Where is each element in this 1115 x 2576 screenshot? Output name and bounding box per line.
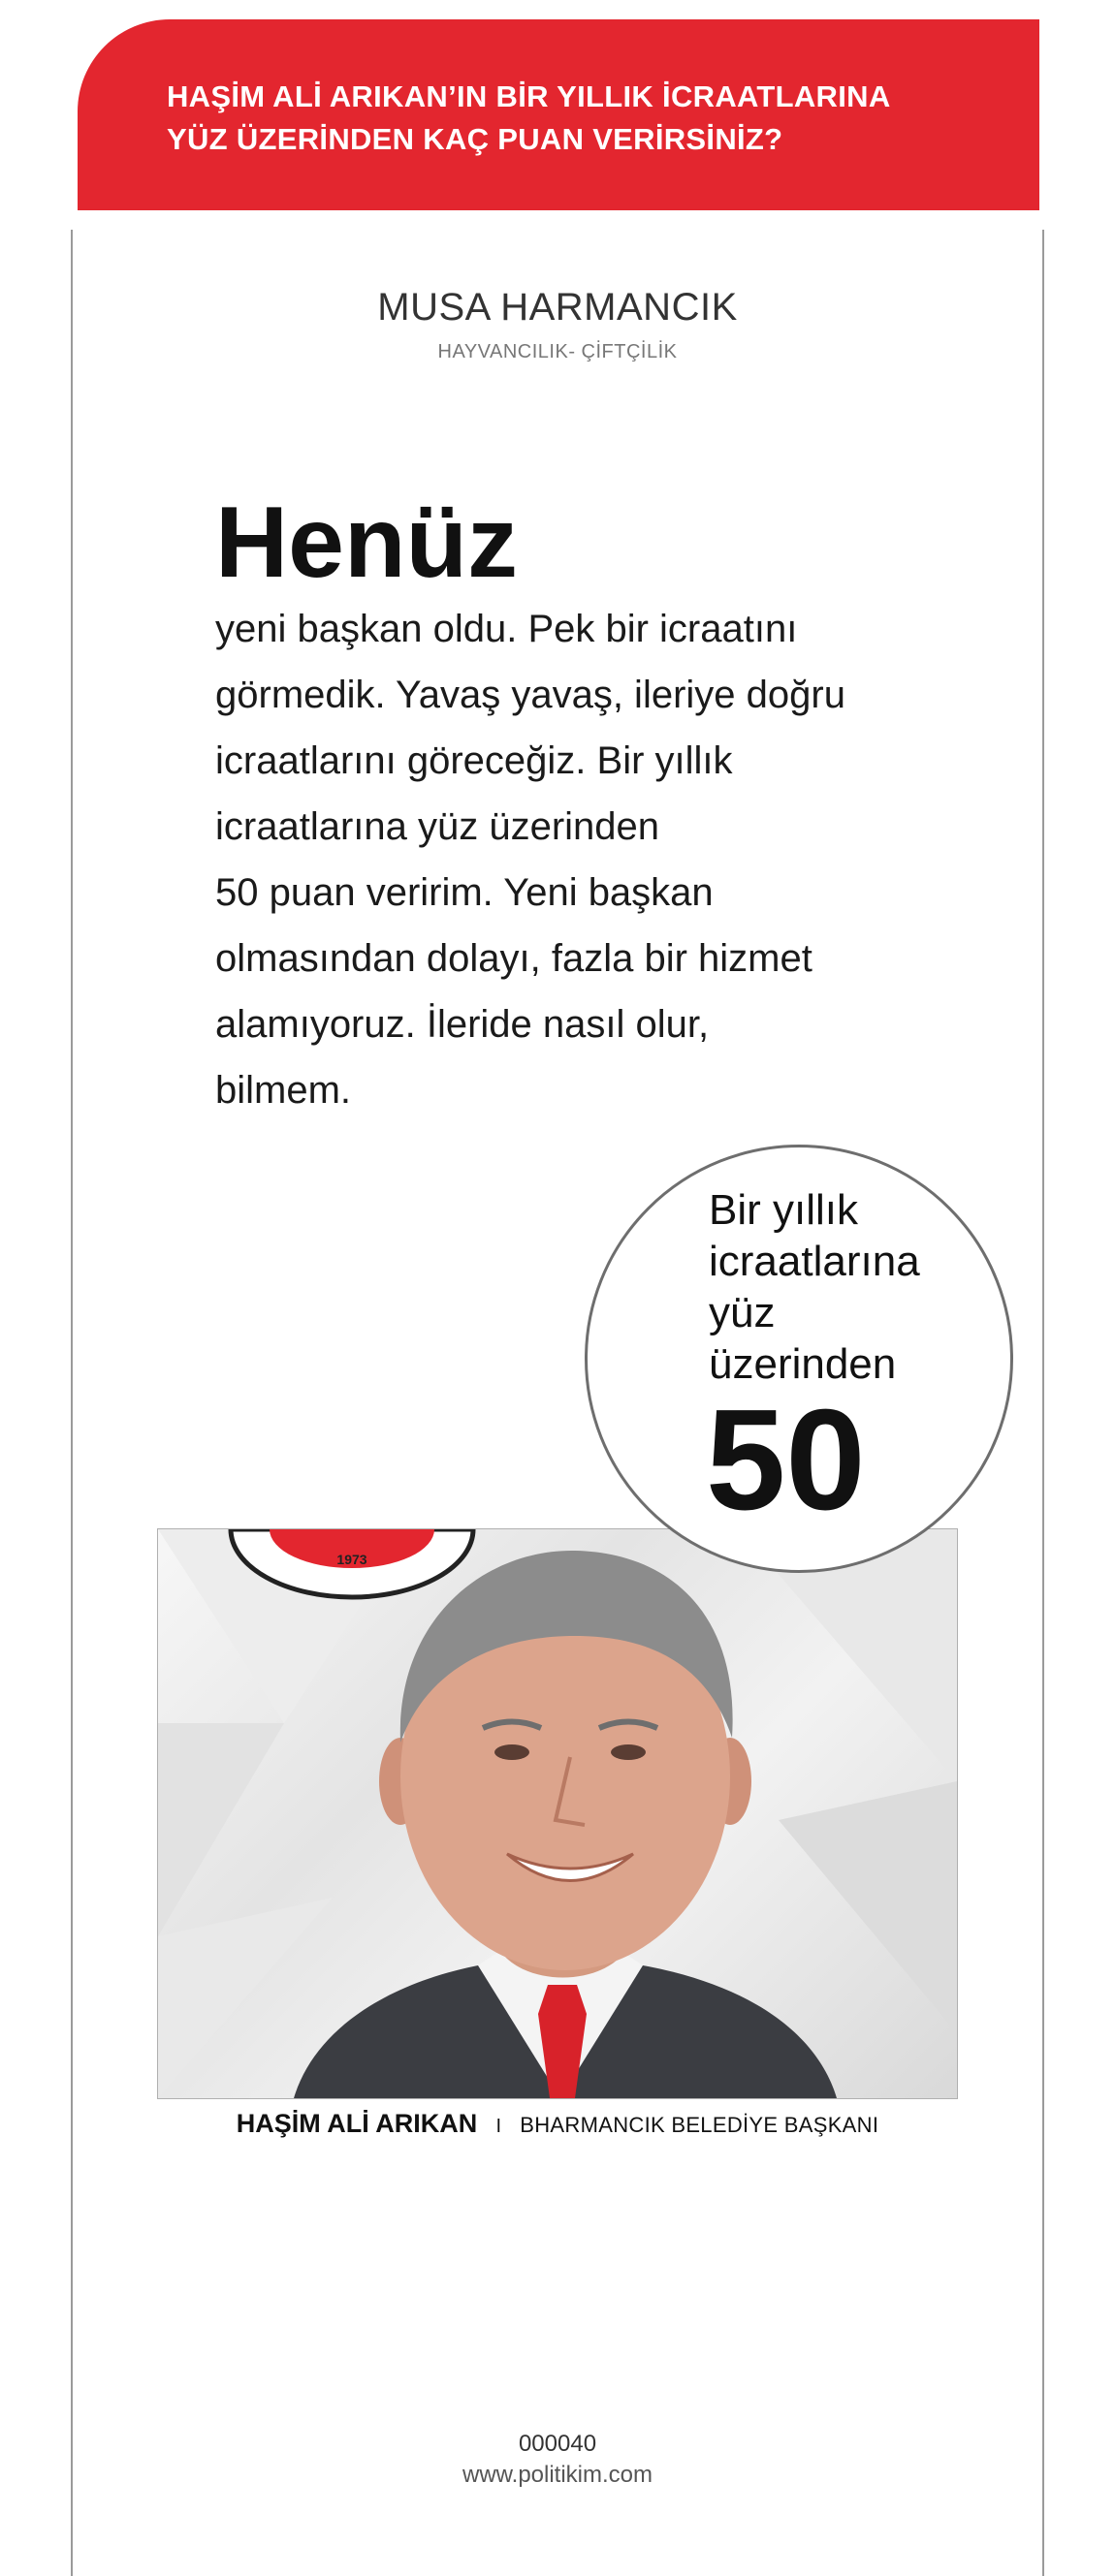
footer-url: www.politikim.com (462, 2462, 653, 2488)
photo-caption (73, 2109, 1042, 2139)
author-name: MUSA HARMANCIK (377, 286, 738, 329)
author-occupation: HAYVANCILIK- ÇİFTÇİLİK (437, 341, 678, 362)
quote-line: olmasından dolayı, fazla bir hizmet (215, 937, 812, 980)
banner-question-line-1: HAŞİM ALİ ARIKAN’IN BİR YILLIK İCRAATLARINA (167, 79, 891, 113)
logo-year: 1973 (336, 1552, 367, 1567)
mayor-portrait-photo (157, 1528, 958, 2099)
quote-line: 50 puan veririm. Yeni başkan (215, 871, 714, 914)
caption-separator: I (495, 2116, 502, 2137)
frame-right-border (1042, 230, 1044, 2576)
score-badge-line: üzerinden (709, 1340, 897, 1388)
quote-line: görmedik. Yavaş yavaş, ileriye doğru (215, 674, 845, 716)
score-badge-line: icraatlarına (709, 1238, 920, 1285)
frame-left-border (71, 230, 73, 2576)
banner-question-line-2: YÜZ ÜZERİNDEN KAÇ PUAN VERİRSİNİZ? (167, 122, 783, 156)
quote-line: alamıyoruz. İleride nasıl olur, (215, 1003, 710, 1046)
score-badge-line: yüz (709, 1289, 776, 1336)
footer-code: 000040 (518, 2431, 597, 2457)
header-banner (78, 19, 1039, 210)
quote-line: yeni başkan oldu. Pek bir icraatını (215, 608, 798, 650)
score-badge-label (709, 1184, 920, 1390)
quote-line: icraatlarına yüz üzerinden (215, 805, 660, 848)
quote-line: icraatlarını göreceğiz. Bir yıllık (215, 739, 733, 782)
score-badge (585, 1145, 1013, 1573)
caption-name: HAŞİM ALİ ARIKAN (236, 2109, 478, 2138)
portrait-illustration (158, 1529, 957, 2098)
caption-role: BHARMANCIK BELEDİYE BAŞKANI (520, 2113, 879, 2137)
quote-lead-word: Henüz (215, 487, 518, 599)
score-value: 50 (706, 1380, 866, 1540)
quote-body (215, 596, 913, 1123)
score-badge-line: Bir yıllık (709, 1186, 858, 1234)
quote-line: bilmem. (215, 1069, 352, 1112)
